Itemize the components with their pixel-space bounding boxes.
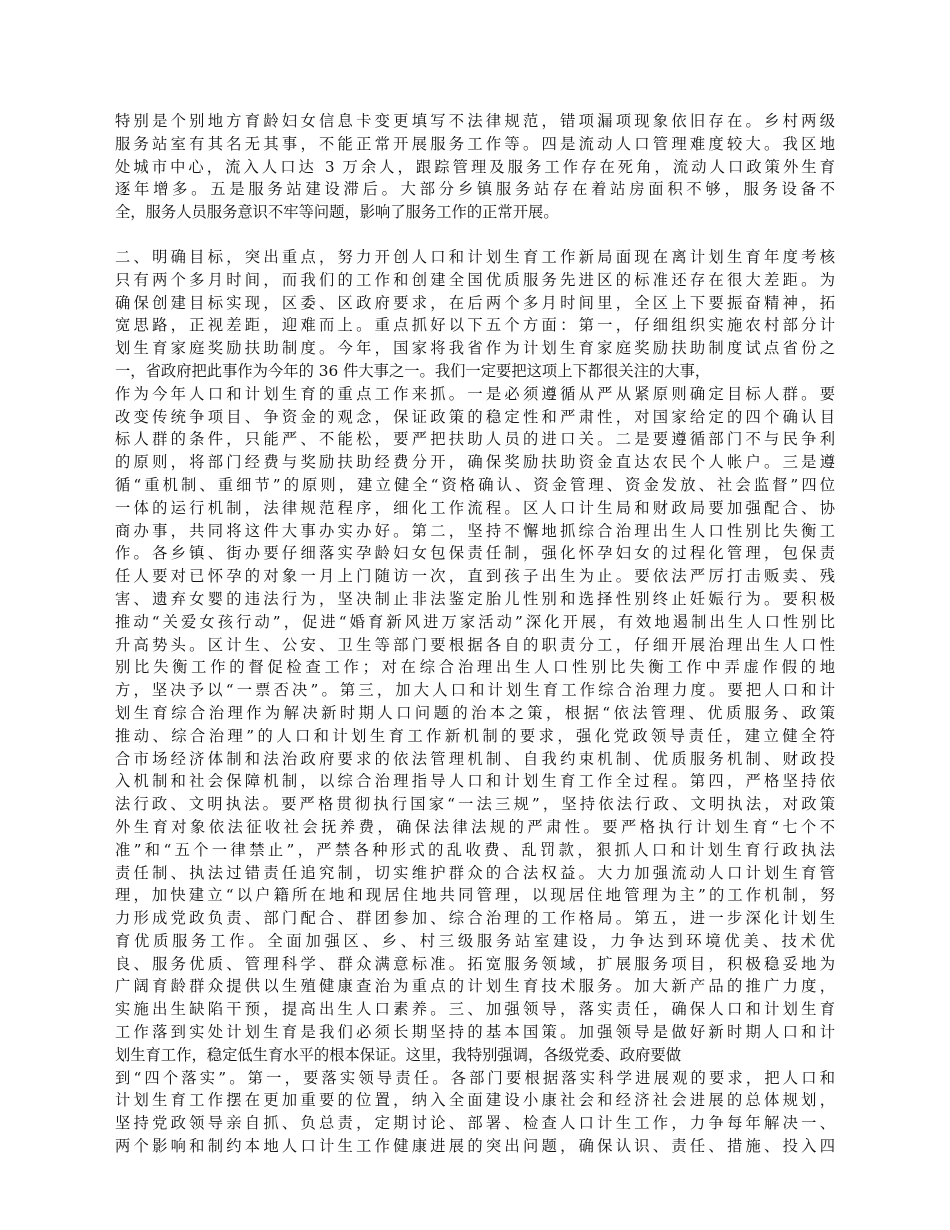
paragraph-gap xyxy=(115,224,835,246)
text-line: 责任制、执法过错责任追究制，切实维护群众的合法权益。大力加强流动人口计划生育管 xyxy=(115,863,835,882)
text-line: 二、明确目标，突出重点，努力开创人口和计划生育工作新局面现在离计划生育年度考核 xyxy=(115,247,835,266)
text-line: 广阔育龄群众提供以生殖健康查治为重点的计划生育技术服务。加大新产品的推广力度， xyxy=(115,977,835,996)
text-line: 升高势头。区计生、公安、卫生等部门要根据各自的职责分工，仔细开展治理出生人口性 xyxy=(115,635,835,654)
text-line: 划生育家庭奖励扶助制度。今年，国家将我省作为计划生育家庭奖励扶助制度试点省份之 xyxy=(115,339,835,358)
text-line: 全，服务人员服务意识不牢等问题，影响了服务工作的正常开展。 xyxy=(115,203,559,222)
text-line: 划生育工作，稳定低生育水平的根本保证。这里，我特别强调，各级党委、政府要做 xyxy=(115,1045,681,1064)
text-line: 循“重机制、重细节”的原则，建立健全“资格确认、资金管理、资金发放、社会监督”四位 xyxy=(115,475,835,494)
text-line: 害、遗弃女婴的违法行为，坚决制止非法鉴定胎儿性别和选择性别终止妊娠行为。要积极 xyxy=(115,589,835,608)
text-line: 良、服务优质、管理科学、群众满意标准。拓宽服务领域，扩展服务项目，积极稳妥地为 xyxy=(115,954,835,973)
text-line: 计划生育工作摆在更加重要的位置，纳入全面建设小康社会和经济社会进展的总体规划， xyxy=(115,1091,835,1110)
document-page xyxy=(115,110,835,1158)
text-line: 特别是个别地方育龄妇女信息卡变更填写不法律规范，错项漏项现象依旧存在。乡村两级 xyxy=(115,112,835,130)
text-line: 一体的运行机制，法律规范程序，细化工作流程。区人口计生局和财政局要加强配合、协 xyxy=(115,498,835,517)
text-line: 推动、综合治理”的人口和计划生育工作新机制的要求，强化党政领导责任，建立健全符 xyxy=(115,726,835,745)
text-line: 力形成党政负责、部门配合、群团参加、综合治理的工作格局。第五，进一步深化计划生 xyxy=(115,909,835,928)
text-line: 合市场经济体制和法治政府要求的依法管理机制、自我约束机制、优质服务机制、财政投 xyxy=(115,749,835,768)
text-line: 到“四个落实”。第一，要落实领导责任。各部门要根据落实科学进展观的要求，把人口和 xyxy=(115,1068,835,1087)
text-line: 逐年增多。五是服务站建设滞后。大部分乡镇服务站存在着站房面积不够，服务设备不 xyxy=(115,180,835,199)
text-line: 理，加快建立“以户籍所在地和现居住地共同管理，以现居住地管理为主”的工作机制，努 xyxy=(115,886,835,905)
paragraph-1 xyxy=(115,110,835,224)
text-line: 一，省政府把此事作为今年的 36 件大事之一。我们一定要把这项上下都很关注的大事， xyxy=(115,361,711,380)
text-line: 推动“关爱女孩行动”，促进“婚育新风进万家活动”深化开展，有效地遏制出生人口性别比 xyxy=(115,612,835,631)
text-line: 入机制和社会保障机制，以综合治理指导人口和计划生育工作全过程。第四，严格坚持依 xyxy=(115,772,835,791)
text-line: 服务站室有其名无其事，不能正常开展服务工作等。四是流动人口管理难度较大。我区地 xyxy=(115,134,835,153)
text-line: 育优质服务工作。全面加强区、乡、村三级服务站室建设，力争达到环境优美、技术优 xyxy=(115,931,835,950)
paragraph-2 xyxy=(115,246,835,1158)
text-line: 处城市中心，流入人口达 3 万余人，跟踪管理及服务工作存在死角，流动人口政策外生育 xyxy=(115,157,835,176)
text-line: 宽思路，正视差距，迎难而上。重点抓好以下五个方面：第一，仔细组织实施农村部分计 xyxy=(115,316,835,335)
text-line: 标人群的条件，只能严、不能松，要严把扶助人员的进口关。二是要遵循部门不与民争利 xyxy=(115,430,835,449)
text-line: 任人要对已怀孕的对象一月上门随访一次，直到孩子出生为止。要依法严厉打击贩卖、残 xyxy=(115,567,835,586)
text-line: 的原则，将部门经费与奖励扶助经费分开，确保奖励扶助资金直达农民个人帐户。三是遵 xyxy=(115,453,835,472)
text-line: 法行政、文明执法。要严格贯彻执行国家“一法三规”，坚持依法行政、文明执法，对政策 xyxy=(115,795,835,814)
text-line: 作为今年人口和计划生育的重点工作来抓。一是必须遵循从严从紧原则确定目标人群。要 xyxy=(115,384,835,403)
text-line: 方，坚决予以“一票否决”。第三，加大人口和计划生育工作综合治理力度。要把人口和计 xyxy=(115,681,835,700)
text-line: 两个影响和制约本地人口计生工作健康进展的突出问题，确保认识、责任、措施、投入四 xyxy=(115,1137,835,1156)
text-line: 作。各乡镇、街办要仔细落实孕龄妇女包保责任制，强化怀孕妇女的过程化管理，包保责 xyxy=(115,544,835,563)
text-line: 实施出生缺陷干预，提高出生人口素养。三、加强领导，落实责任，确保人口和计划生育 xyxy=(115,1000,835,1019)
text-line: 坚持党政领导亲自抓、负总责，定期讨论、部署、检查人口计生工作，力争每年解决一、 xyxy=(115,1114,835,1133)
text-line: 划生育综合治理作为解决新时期人口问题的治本之策，根据“依法管理、优质服务、政策 xyxy=(115,703,835,722)
text-line: 工作落到实处计划生育是我们必须长期坚持的基本国策。加强领导是做好新时期人口和计 xyxy=(115,1023,835,1042)
text-line: 别比失衡工作的督促检查工作；对在综合治理出生人口性别比失衡工作中弄虚作假的地 xyxy=(115,658,835,677)
text-line: 外生育对象依法征收社会抚养费，确保法律法规的严肃性。要严格执行计划生育“七个不 xyxy=(115,817,835,836)
text-line: 确保创建目标实现，区委、区政府要求，在后两个多月时间里，全区上下要振奋精神，拓 xyxy=(115,293,835,312)
text-line: 改变传统争项目、争资金的观念，保证政策的稳定性和严肃性，对国家给定的四个确认目 xyxy=(115,407,835,426)
text-line: 商办事，共同将这件大事办实办好。第二，坚持不懈地抓综合治理出生人口性别比失衡工 xyxy=(115,521,835,540)
text-line: 只有两个多月时间，而我们的工作和创建全国优质服务先进区的标准还存在很大差距。为 xyxy=(115,270,835,289)
text-line: 准”和“五个一律禁止”，严禁各种形式的乱收费、乱罚款，狠抓人口和计划生育行政执法 xyxy=(115,840,835,859)
